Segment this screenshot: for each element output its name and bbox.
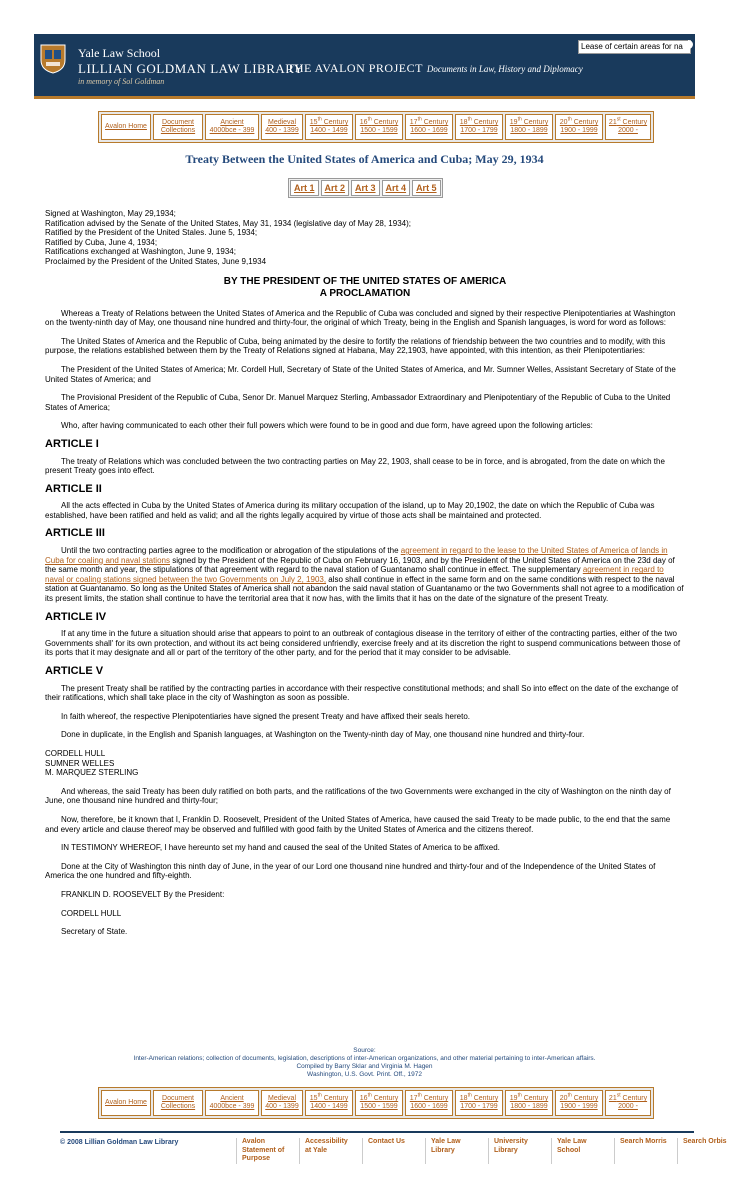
supplementary-agreement-link[interactable]: agreement in regard to naval or coaling stations signed between the two Governments on July 2, 1903, xyxy=(45,565,664,584)
nav-link-ordinal: th xyxy=(317,116,322,123)
preamble-paragraph: The United States of America and the Republic of Cuba, being animated by the desire to fortify the relations of friendship between the two countries and to modify, with this purpose, the relations established between them by the Treaty of Relations signed at Habana, May 22,1903, have appointed, with this intention, as their Plenipotentiaries: xyxy=(45,336,666,356)
nav-link-ordinal: th xyxy=(417,1092,422,1099)
nav-link-line-1 xyxy=(309,116,349,127)
nav-link-label: 18 xyxy=(459,119,468,126)
signed-line: Ratified by the President of the United Stales. June 5, 1934; xyxy=(45,228,258,238)
nav-link[interactable] xyxy=(261,1090,303,1116)
nav-link[interactable] xyxy=(261,114,303,140)
after-paragraph: IN TESTIMONY WHEREOF, I have hereunto set my hand and caused the seal of the United States of America to be affixed. xyxy=(61,843,500,853)
nav-link-label: 17 xyxy=(409,1095,418,1102)
footer-link-label: Search Morris xyxy=(620,1138,667,1145)
nav-link[interactable] xyxy=(101,114,151,140)
nav-link-century: Century xyxy=(421,119,449,126)
signature: SUMNER WELLES xyxy=(45,758,115,768)
header-memorial: in memory of Sol Goldman xyxy=(78,77,165,86)
nav-link-line-1 xyxy=(509,1092,549,1103)
nav-link-ordinal: th xyxy=(517,116,522,123)
nav-link[interactable] xyxy=(555,114,603,140)
article-1-heading: ARTICLE I xyxy=(45,437,99,450)
proclamation-line-2: A PROCLAMATION xyxy=(319,287,411,299)
nav-link[interactable] xyxy=(305,114,353,140)
avalon-subtitle: Documents in Law, History and Diplomacy xyxy=(426,64,583,74)
article-5-text: The present Treaty shall be ratified by the contracting parties in accordance with their respective constitutional methods; and shall So into effect on the date of the exchange of their ratifications, which shall take place in the city of Washington as soon as possible. xyxy=(45,683,679,703)
footer-link[interactable] xyxy=(425,1138,488,1164)
nav-link-line-1 xyxy=(409,116,449,127)
nav-link[interactable] xyxy=(305,1090,353,1116)
nav-link-century: Century xyxy=(620,1095,648,1102)
nav-link-line-1 xyxy=(459,1092,499,1103)
footer-link[interactable] xyxy=(362,1138,425,1164)
nav-link-line-1 xyxy=(105,1099,147,1107)
preamble-paragraph: The President of the United States of America; Mr. Cordell Hull, Secretary of State of the United States of America, and Mr. Sumner Welles, Assistant Secretary of State of the United States of America; and xyxy=(45,364,676,384)
after-paragraph: Secretary of State. xyxy=(61,927,128,937)
nav-link-range: 1800 - 1899 xyxy=(510,1103,548,1110)
nav-link-range: 1400 - 1499 xyxy=(310,127,348,134)
nav-link-century: Century xyxy=(521,119,549,126)
nav-link-ordinal: th xyxy=(367,1092,372,1099)
signed-line: Ratifications exchanged at Washington, June 9, 1934; xyxy=(45,247,236,257)
source-line: Washington, U.S. Govt. Print. Off., 1972 xyxy=(307,1071,422,1078)
signed-line: Ratified by Cuba, June 4, 1934; xyxy=(45,237,158,247)
article-3-text-1: Until the two contracting parties agree to the modification or abrogation of the stipulations of the xyxy=(61,546,401,556)
article-3-text-2: signed by the President of the Republic of Cuba on February 16, 1903, and by the President of the United States of America on the 23d day of the same month and year, the stipulations of that agreement with regard to the naval station of Guantanamo shall continue in effect. The supplementary xyxy=(45,555,675,575)
nav-link-label: Document xyxy=(162,1095,194,1102)
nav-link-ordinal: th xyxy=(467,1092,472,1099)
nav-link-line-1 xyxy=(359,1092,399,1103)
article-5-heading: ARTICLE V xyxy=(45,665,104,677)
article-4-heading: ARTICLE IV xyxy=(45,610,107,623)
nav-link-label: Avalon Home xyxy=(105,1099,147,1106)
nav-link-line-1 xyxy=(559,1092,599,1103)
nav-link-line-1 xyxy=(105,123,147,131)
nav-link-century: Century xyxy=(620,119,648,126)
nav-link-label: 16 xyxy=(359,119,368,126)
nav-link-line-1 xyxy=(608,116,648,127)
footer-link-label: Library xyxy=(431,1146,455,1154)
nav-link-range: Collections xyxy=(160,1103,196,1110)
nav-link-range: 1400 - 1499 xyxy=(310,1103,348,1110)
nav-link-label: 16 xyxy=(359,1095,368,1102)
closing-paragraph: Done in duplicate, in the English and Spanish languages, at Washington on the Twenty-ninth day of May, one thousand nine hundred and thirty-four. xyxy=(61,730,585,740)
nav-link[interactable] xyxy=(405,114,453,140)
nav-link-range: 1600 - 1699 xyxy=(410,127,448,134)
signatures xyxy=(45,749,685,778)
nav-link-range: 1500 - 1599 xyxy=(360,127,398,134)
nav-link-label: Avalon Home xyxy=(105,123,147,130)
source-label: Source: xyxy=(353,1047,376,1054)
footer-link-label: at Yale xyxy=(305,1146,328,1154)
after-paragraph: Now, therefore, be it known that I, Franklin D. Roosevelt, President of the United States of America, have caused the said Treaty to be made public, to the end that the same and every article and clause thereof may be observed and fulfilled with good faith by the United States of America and the citizens thereof. xyxy=(45,814,671,834)
after-paragraph: FRANKLIN D. ROOSEVELT By the President: xyxy=(61,889,225,899)
search-input[interactable]: Lease of certain areas for na xyxy=(578,40,691,54)
nav-link-century: Century xyxy=(321,1095,349,1102)
preamble-paragraph: Who, after having communicated to each other their full powers which were found to be in good and due form, have agreed upon the following articles: xyxy=(61,421,593,431)
footer-link-label: Statement of xyxy=(242,1146,285,1154)
footer-link[interactable] xyxy=(551,1138,614,1164)
header-avalon-title[interactable] xyxy=(287,61,583,76)
nav-link-label: Ancient xyxy=(220,119,244,126)
nav-link-line-1 xyxy=(359,116,399,127)
footer-links xyxy=(236,1138,729,1164)
site-header xyxy=(34,34,695,99)
art-1-link[interactable]: Art 1 xyxy=(290,180,319,196)
article-2-heading: ARTICLE II xyxy=(45,482,102,495)
footer-link-label: School xyxy=(557,1146,581,1154)
nav-link-century: Century xyxy=(571,1095,599,1102)
nav-link[interactable] xyxy=(455,114,503,140)
nav-link-line-1 xyxy=(220,119,243,127)
footer-link-label: Yale Law xyxy=(431,1138,461,1145)
nav-link-range: 1500 - 1599 xyxy=(360,1103,398,1110)
nav-link-century: Century xyxy=(421,1095,449,1102)
nav-link-label: 19 xyxy=(509,1095,518,1102)
yale-shield-icon xyxy=(40,44,66,74)
nav-link-label: 17 xyxy=(409,119,418,126)
nav-link-century: Century xyxy=(571,119,599,126)
nav-link-line-1 xyxy=(509,116,549,127)
nav-link[interactable] xyxy=(405,1090,453,1116)
nav-link[interactable] xyxy=(355,1090,403,1116)
nav-link[interactable] xyxy=(355,114,403,140)
nav-link-line-1 xyxy=(268,1095,296,1103)
lease-agreement-link[interactable]: agreement in regard to the lease to the United States of America of lands in Cuba for coaling and naval stations xyxy=(45,546,668,565)
nav-link-century: Century xyxy=(371,119,399,126)
signature: CORDELL HULL xyxy=(45,748,106,758)
nav-link-century: Century xyxy=(471,119,499,126)
nav-link-label: 15 xyxy=(309,119,318,126)
article-3-text xyxy=(45,546,685,604)
nav-link-century: Century xyxy=(471,1095,499,1102)
nav-link-line-1 xyxy=(162,1095,194,1103)
nav-link-range: 2000 - xyxy=(618,127,638,134)
nav-link-label: 21 xyxy=(608,1095,617,1102)
footer-link-label: Library xyxy=(494,1146,518,1154)
preamble-paragraph: The Provisional President of the Republic of Cuba, Senor Dr. Manuel Marquez Sterling, Ambassador Extraordinary and Plenipotentiary of the Republic of Cuba to the United States of America; xyxy=(45,393,671,412)
nav-link-ordinal: th xyxy=(517,1092,522,1099)
art-3-link[interactable]: Art 3 xyxy=(351,180,380,196)
signed-line: Proclaimed by the President of the United States, June 9,1934 xyxy=(45,256,267,266)
nav-link-century: Century xyxy=(321,119,349,126)
after-paragraph: And whereas, the said Treaty has been duly ratified on both parts, and the ratifications of the two Governments were exchanged in the city of Washington on the ninth day of June, one thousand nine hundred and thirty-four; xyxy=(45,786,671,806)
closing-paragraph: In faith whereof, the respective Plenipotentiaries have signed the present Treaty and have affixed their seals hereto. xyxy=(61,711,470,721)
footer-link[interactable] xyxy=(614,1138,677,1164)
footer-link[interactable] xyxy=(299,1138,362,1164)
article-3-text-3: also shall continue in effect in the same form and on the same conditions with respect to the naval station at Guantanamo. So long as the United States of America shall not abandon the said naval station of Guantanamo or the two Governments shall not agree to a modification of its present limits, the station shall continue to have the territorial area that it now has, with the limits that it has on the date of the signature of the present Treaty. xyxy=(45,574,684,604)
source-line: Compiled by Barry Sklar and Virginia M. Hagen xyxy=(296,1063,433,1070)
art-5-link[interactable]: Art 5 xyxy=(412,180,441,196)
header-library-name[interactable]: LILLIAN GOLDMAN LAW LIBRARY xyxy=(78,61,304,76)
signature: M. MARQUEZ STERLING xyxy=(45,768,139,778)
nav-link-line-1 xyxy=(309,1092,349,1103)
nav-link-line-1 xyxy=(608,1092,648,1103)
article-2-text: All the acts effected in Cuba by the United States of America during its military occupation of the island, up to May 20,1902, the date on which the Republic of Cuba was established, have been ratified and held as valid; and all the rights legally acquired by virtue of those acts shall be maintained and protected. xyxy=(45,501,655,520)
after-paragraph: CORDELL HULL xyxy=(61,908,122,918)
nav-link-ordinal: th xyxy=(317,1092,322,1099)
nav-link-line-1 xyxy=(268,119,296,127)
footer-link-label: University xyxy=(494,1138,528,1145)
nav-link-ordinal: st xyxy=(616,116,621,123)
footer-link-label: Accessibility xyxy=(305,1138,348,1145)
nav-link-range: 2000 - xyxy=(618,1103,638,1110)
era-nav-top xyxy=(98,111,654,143)
nav-link-label: Document xyxy=(162,119,194,126)
nav-link-label: Medieval xyxy=(267,119,296,126)
nav-link-line-1 xyxy=(220,1095,243,1103)
signing-details xyxy=(45,209,685,267)
footer-link-label: Contact Us xyxy=(368,1138,405,1145)
nav-link-label: Ancient xyxy=(220,1095,244,1102)
nav-link[interactable] xyxy=(505,1090,553,1116)
nav-link-line-1 xyxy=(459,116,499,127)
era-nav-bottom xyxy=(98,1087,654,1119)
nav-link-range: 1700 - 1799 xyxy=(460,127,498,134)
article-4-text: If at any time in the future a situation should arise that appears to point to an outbreak of contagious disease in the territory of either of the contracting parties, either of the two Governments shall' for its own protection, and without its act being considered unfriendly, exercise freely and at its discretion the right to suspend communications between those of its ports that it may designate and all or part of the territory of the other party, and for the period that it may consider to be advisable. xyxy=(45,629,681,658)
nav-link-range: 1900 - 1999 xyxy=(560,1103,598,1110)
proclamation-line-1: BY THE PRESIDENT OF THE UNITED STATES OF AMERICA xyxy=(223,275,507,287)
art-4-link[interactable]: Art 4 xyxy=(382,180,411,196)
avalon-name: THE AVALON PROJECT xyxy=(287,61,423,75)
footer-link-label: Purpose xyxy=(242,1155,271,1162)
after-paragraph: Done at the City of Washington this ninth day of June, in the year of our Lord one thousand nine hundred and thirty-four and of the Independence of the United States of America the one hundred and fifty-eighth. xyxy=(45,861,656,881)
nav-link-ordinal: th xyxy=(567,116,572,123)
nav-link-label: Medieval xyxy=(267,1095,296,1102)
document-body xyxy=(45,209,685,946)
nav-link-ordinal: th xyxy=(417,116,422,123)
nav-link-range: 400 - 1399 xyxy=(265,127,299,134)
nav-link-label: 15 xyxy=(309,1095,318,1102)
nav-link-label: 18 xyxy=(459,1095,468,1102)
nav-link-ordinal: th xyxy=(467,116,472,123)
nav-link[interactable] xyxy=(153,114,203,140)
footer-link-label: Avalon xyxy=(242,1138,266,1145)
nav-link-range: 1700 - 1799 xyxy=(460,1103,498,1110)
footer-link[interactable] xyxy=(236,1138,299,1164)
nav-link[interactable] xyxy=(101,1090,151,1116)
footer-link-label: Yale Law xyxy=(557,1138,587,1145)
nav-link-range: Collections xyxy=(160,127,196,134)
header-yale-law-school[interactable]: Yale Law School xyxy=(78,46,161,60)
nav-link[interactable] xyxy=(205,1090,259,1116)
page-title: Treaty Between the United States of America and Cuba; May 29, 1934 xyxy=(185,152,544,166)
footer-link[interactable] xyxy=(677,1138,729,1164)
nav-link[interactable] xyxy=(555,1090,603,1116)
nav-link-century: Century xyxy=(371,1095,399,1102)
article-3-heading: ARTICLE III xyxy=(45,527,105,540)
article-nav xyxy=(288,178,443,198)
source-citation xyxy=(0,1047,729,1079)
nav-link[interactable] xyxy=(505,114,553,140)
nav-link-label: 21 xyxy=(608,119,617,126)
proclamation-heading xyxy=(45,276,685,300)
signed-line: Signed at Washington, May 29,1934; xyxy=(45,209,176,218)
footer-divider xyxy=(60,1131,694,1133)
footer-link[interactable] xyxy=(488,1138,551,1164)
nav-link-ordinal: st xyxy=(616,1092,621,1099)
nav-link[interactable] xyxy=(153,1090,203,1116)
nav-link-line-1 xyxy=(559,116,599,127)
nav-link-ordinal: th xyxy=(367,116,372,123)
nav-link-range: 1600 - 1699 xyxy=(410,1103,448,1110)
search-input-edge xyxy=(688,40,693,49)
signed-line: Ratification advised by the Senate of the United States, May 31, 1934 (legislative day of May 28, 1934); xyxy=(45,218,411,228)
article-1-text: The treaty of Relations which was concluded between the two contracting parties on May 22, 1903, shall cease to be in force, and is abrogated, from the date on which the present Treaty goes into effect. xyxy=(45,456,665,476)
source-line: Inter-American relations; collection of documents, legislation, descriptions of inter-American organizations, and other material pertaining to inter-American affairs. xyxy=(133,1055,596,1062)
nav-link-ordinal: th xyxy=(567,1092,572,1099)
nav-link-label: 20 xyxy=(559,119,568,126)
nav-link-range: 4000bce - 399 xyxy=(209,127,255,134)
copyright: © 2008 Lillian Goldman Law Library xyxy=(60,1139,179,1146)
nav-link[interactable] xyxy=(605,114,651,140)
nav-link-line-1 xyxy=(409,1092,449,1103)
nav-link-line-1 xyxy=(162,119,194,127)
nav-link-range: 1900 - 1999 xyxy=(560,127,598,134)
footer-link-label: Search Orbis xyxy=(683,1138,727,1145)
nav-link-century: Century xyxy=(521,1095,549,1102)
art-2-link[interactable]: Art 2 xyxy=(321,180,350,196)
nav-link-range: 1800 - 1899 xyxy=(510,127,548,134)
nav-link-range: 4000bce - 399 xyxy=(209,1103,255,1110)
preamble-paragraph: Whereas a Treaty of Relations between the United States of America and the Republic of Cuba was concluded and signed by their respective Plenipotentiaries at Washington on the twenty-ninth day of May, one thousand nine hundred and thirty-four, the original of which Treaty, being in the English and Spanish languages, is word for word as follows: xyxy=(45,308,676,328)
nav-link-range: 400 - 1399 xyxy=(265,1103,299,1110)
nav-link-label: 20 xyxy=(559,1095,568,1102)
nav-link[interactable] xyxy=(205,114,259,140)
nav-link[interactable] xyxy=(455,1090,503,1116)
nav-link-label: 19 xyxy=(509,119,518,126)
nav-link[interactable] xyxy=(605,1090,651,1116)
